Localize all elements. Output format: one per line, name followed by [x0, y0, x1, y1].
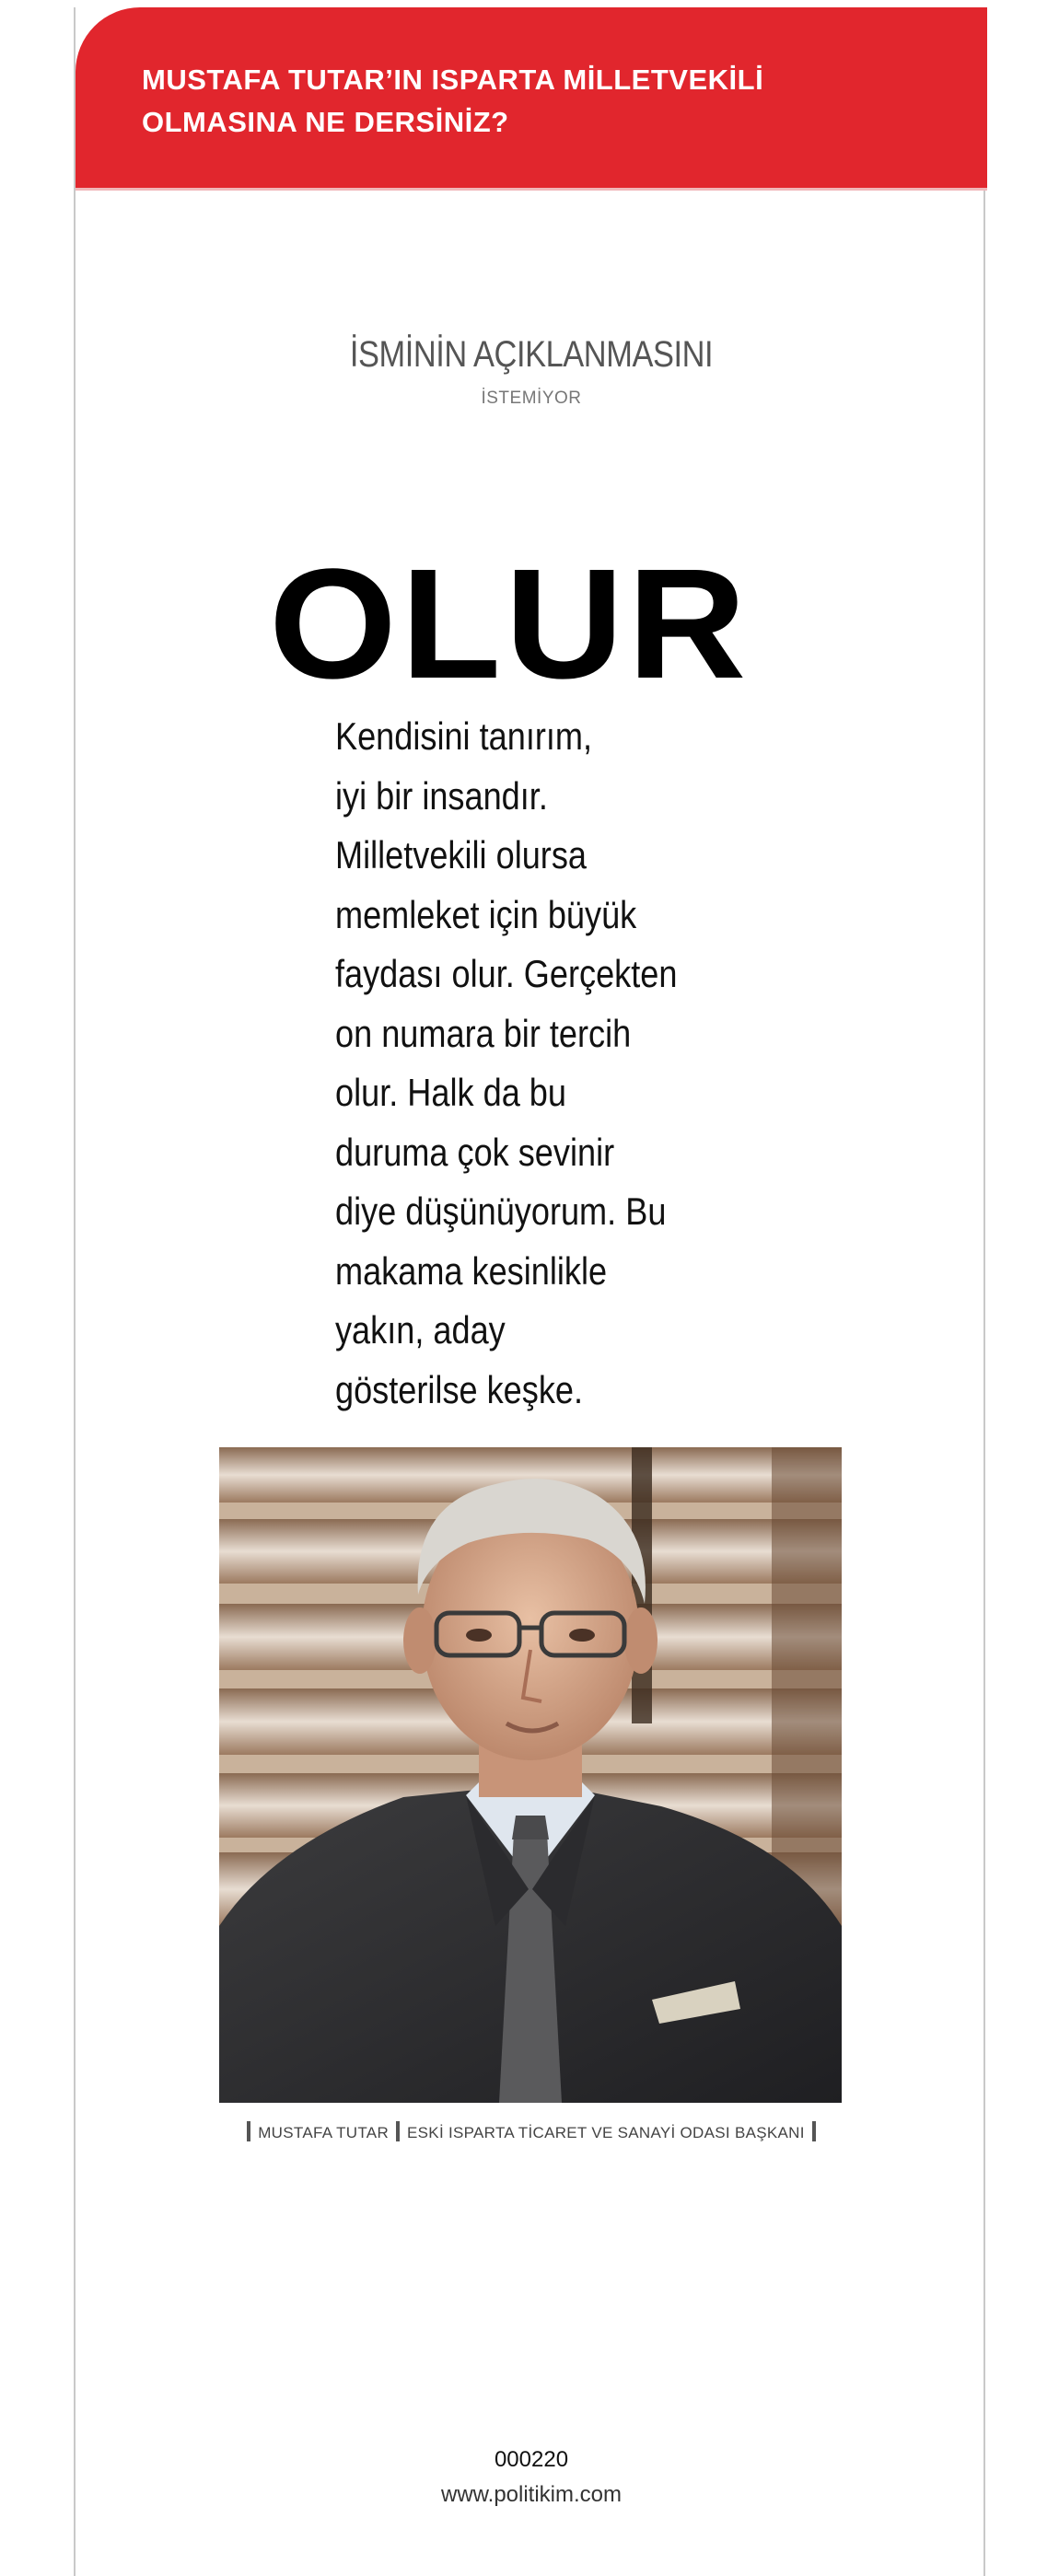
quote-line: duruma çok sevinir [335, 1130, 615, 1174]
quote-line: makama kesinlikle [335, 1248, 608, 1293]
caption-name: MUSTAFA TUTAR [258, 2124, 390, 2141]
quote-line: olur. Halk da bu [335, 1071, 566, 1114]
quote-line: faydası olur. Gerçekten [335, 952, 678, 995]
caption-divider [247, 2121, 250, 2141]
survey-question-line-2: OLMASINA NE DERSİNİZ? [142, 106, 509, 138]
quote-line: yakın, aday [335, 1308, 506, 1352]
quote-line: memleket için büyük [335, 892, 637, 936]
survey-question [142, 59, 952, 144]
portrait-illustration [219, 1447, 842, 2103]
footer-site: www.politikim.com [440, 2482, 623, 2507]
survey-question-line-1: MUSTAFA TUTAR’IN ISPARTA MİLLETVEKİLİ [142, 64, 764, 96]
answer-quote [335, 707, 814, 1420]
quote-line: iyi bir insandır. [335, 773, 548, 818]
answer-word: OLUR [269, 537, 751, 712]
quote-line: Kendisini tanırım, [335, 714, 593, 758]
caption-divider [812, 2121, 816, 2141]
portrait-photo [219, 1447, 842, 2103]
caption-divider [396, 2121, 400, 2141]
respondent-subtitle: İSTEMİYOR [481, 389, 582, 408]
quote-line: gösterilse keşke. [335, 1367, 584, 1411]
survey-card [74, 7, 985, 2576]
footer-code: 000220 [494, 2447, 569, 2472]
respondent-name: İSMİNİN AÇIKLANMASINI [349, 334, 714, 375]
caption-title: ESKİ ISPARTA TİCARET VE SANAYİ ODASI BAŞKANI [407, 2124, 805, 2141]
quote-line: on numara bir tercih [335, 1011, 632, 1055]
photo-caption [76, 2121, 987, 2142]
quote-line: Milletvekili olursa [335, 833, 587, 876]
header-banner [76, 7, 987, 191]
quote-line: diye düşünüyorum. Bu [335, 1189, 667, 1233]
